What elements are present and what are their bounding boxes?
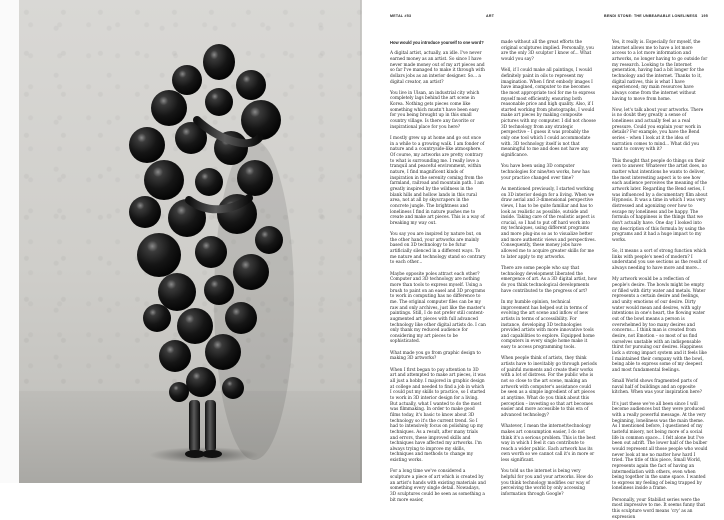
article-body	[390, 40, 708, 520]
article-paragraph: When I first began to pay attention to 3D art and attempted to make art pieces, it was all just a hobby. I majored in graphic design at college and needed to find a job in which I could put my skills to practice, so I started to work in 3D interior design for a living. But actually, what I wanted to do the most was filmmaking. In order to make good films today, it's basic to know about 3D technology so it's the current trend. So I had to intensively focus on polishing up my techniques. As a result, after many trials and errors, these improved skills and techniques have affected my artworks. I'm always trying to improve my skills, techniques and methods to change my existing works.	[390, 367, 486, 464]
folio-section: ART	[486, 14, 495, 18]
article-paragraph: This thought that people do things on their own to answer. Whatever the artist does, no matter what intentions he wants to deliver, the most interesting aspect is to see how each audience perceives the meaning of the artwork later. Regarding the Bend series, I was influenced by a documentary film about Hypnosis. It was a time in which I was very distressed and agonizing over how to escape my loneliness and be happy. The formula of happiness is the things that we don't actually have. One day I looked into my description of this formula by using the programs and it had a huge impact to my works.	[612, 158, 708, 243]
article-paragraph: You told us the internet is being very helpful for you and your artworks. How do you think technology modifies our way of perceiving the world by only accessing information through Google?	[501, 469, 593, 497]
article-paragraph: You have been using 3D computer technologies for nine/ten works, how has your practice changed over time?	[501, 164, 590, 181]
article-paragraph: In my humble opinion, technical improvement has helped out in terms of evolving the art scene and inflow of new artists in terms of accessibility. For instance, developing 3D technologies provided artists with more innovative tools and capabilities to explore. Equipped home computers in every single home make it easy to access programming tools.	[501, 299, 595, 351]
folio-magazine-issue: METAL #53	[390, 14, 412, 18]
article-paragraph: My artwork would be a reflection of people's desire. The bowls might be empty or filled with dirty water and metals. Water represents a certain desire and feelings, and unity emotions of our desire. Dirty water would mean and desires, with ugly intentions in one's heart, the flowing water out of the bowl means a person is overwhelmed by too many desires and concerns... I think man is created from desire, not Emotion – so most of us find ourselves unstable with an indispensable thirst for pursuing our desires. Happiness lack a strong impact system and it feels like I maintained their company with the bowl, being able to express some of my deepest and most fundamental feelings.	[612, 277, 707, 373]
article-paragraph: It's just these we've all been since I will become audiences but they were produced with a really powerful message. At the very beginning, loneliness was the main theme. As I mentioned before, I questioned of my tasteful misery, not being more of a social life in common space... I felt alone but I've been out adrift. The lower half of the bulber would represent all those people who would never look at me no matter how hard I tried. The title of this piece, Small World, represents again the fact of having an intermediation with others, even when being together in the same space. I wanted to express my feeling of being trapped by loneliness inside a frame.	[612, 401, 708, 492]
black-sphere-figure-sculpture	[19, 0, 362, 483]
article-paragraph: For a long time we've considered a sculpture a piece of art which is created by an artist's hands with existing materials and something every single detail. Nowadays, 3D sculptures could be seen as something a bit more easier,	[390, 469, 486, 503]
article-paragraph: Yes, it really is. Especially for myself, the internet allows me to have a lot more access to a lot more information and artworks, no longer having to go outside for my research. Looking to the Internet generation, having had a bit longer for the technology and the internet. Thanks to it, digital natives, this is what I have experienced; my main resources have always come from the internet without having to move from home.	[612, 40, 708, 102]
article-paragraph: Now, let's talk about your artworks. There is no doubt they greatly a sense of loneliness and actually feel as a real pressure. Could you explain your work in details? For example, you have the Bend series – when I look at it the idea of narration comes to mind... What did you want to convey with it?	[612, 107, 704, 153]
article-paragraph: Personally, your Stabilist series were the most impressive to me. It seems funny that this sculpture word means 'cry' as an expression	[612, 497, 706, 520]
folio-article-title: BENDI STONE: THE UNBEARABLE LONELINESS	[604, 14, 698, 18]
sculpture-photograph	[19, 0, 362, 483]
text-column-1	[390, 40, 486, 503]
article-paragraph: What made you go from graphic design to making 3D artworks?	[390, 350, 481, 362]
article-paragraph: A digital artist, actually, an idle. I've never earned money as an artist. So since I have never made money out of my art pieces and so far I've managed to make it through with dollars jobs as an interior designer. So... a digital creator, an artist?	[390, 51, 485, 85]
article-paragraph: There are some people who say that technology development liberated the emergence of art. As a 3D digital artist, how do you think technological developments have contributed to the progress of art?	[501, 266, 597, 294]
article-paragraph: So, it means a sort of strong function which links with people's need of modern? I understand you use sections as the result of always needing to have more and more...	[612, 249, 708, 272]
interview-question: How would you introduce yourself to one word?	[390, 40, 484, 45]
article-paragraph: Small World shows fragmented parts of naval half of buildings and an opposite kitchen. When was your inspiration here?	[612, 379, 702, 396]
article-paragraph: Whatever, I mean the internet/technology makes art consumption easier, I do not think it's a serious problem. This is the best way in which I feel it can contribute to reach a wider public. Each artwork has its own worth so we cannot call it's in more or less significant.	[501, 424, 596, 464]
article-paragraph: When people think of artists, they think artists have to inevitably go through periods of painful moments and create their works with a lot of distress. For the public who is not so close to the art scene, making an artwork with computer's assistance could be seen as a simple ingredient of art pieces at anytime. What do you think about this perception – investing so that art becomes easier and more accessible to this era of advanced technology?	[501, 356, 597, 418]
article-paragraph: You live in Ulsan, an industrial city which completely lags behind the art scene in Korea. Nothing gets pieces come like something which mustn't have been easy for you being brought up in this small country village. Is there any favorite or inspirational place for you here?	[390, 90, 480, 130]
article-paragraph: As mentioned previously, I started working on 3D interior design for a living. When we draw aerial and 3-dimensional perspective views, I has to be quite familiar and has to look as realistic as possible, outside and inside. Taking care of the realistic aspect is crucial, so I had to put off hard work into my techniques, using different programs and more plug-ins so as to visualize better and more authentic views and perspectives. Consequently, these money jobs have allowed me to acquire greater skills for me to later apply to my artworks.	[501, 186, 596, 260]
text-column-3	[612, 40, 708, 520]
left-page	[0, 0, 362, 483]
page-number: 195	[701, 14, 708, 18]
article-paragraph: Well, if I could make all paintings, I would definitely paint in oils to represent my imagination. When I first embody images I have imagined, computer to me becomes the most appropriate tool for me to express myself most efficiently, ensuring both reasonable price and high quality. Also, if I started working from photographs, I would make art pieces by making composite pictures with my computer. I did not choose 3D technology from any strategic perspective – I guess it was probably the only one tool which I could accommodate with. 3D technology itself is not that meaningful to me and does not have any significance.	[501, 68, 596, 159]
article-paragraph: Maybe opposite poles attract each other? Computer and 3D technology are nothing more than tools to express myself. Using a brush to paint on an easel and 3D programs to work in computing has no difference to me. The original computer files can be my raw and only archives, just like the master's paintings. Still, I do not prefer still content-augmented art pieces with full advanced technology like other digital artists do. I can only thank my reduced audience for considering my art pieces to be sophisticated.	[390, 271, 486, 345]
article-paragraph: You say you are inspired by nature but, on the other hand, your artworks are mainly based on 3D technology to be futur artificially silenced in a different ways. To me nature and technology stand so contrary to each other...	[390, 232, 486, 266]
article-paragraph: made without all the great efforts the original sculptures implied. Personally, you are the only 3D sculptor I know of... What would you say?	[501, 40, 594, 62]
article-paragraph: I mostly grew up at home and go out once in a while to a growing walk. I am fonder of nature and a countryside-like atmosphere. Of course, my artworks are pretty contrary to what is surrounding me. I really love a tranquil and peaceful environment, within nature, I find magnificent kinds of inspiration in the serenity coming from the farmland, railroad and mountain path. I am greatly inspired by the wildness in the blank hills and hollow lands in this rural area, not at all by skyscrapers in the concrete jungle. The brightness and loneliness I find in nature pushes me to create and make art pieces. This is a way of breaking my way out.	[390, 135, 485, 226]
right-page	[362, 0, 724, 520]
text-column-2	[501, 40, 597, 497]
